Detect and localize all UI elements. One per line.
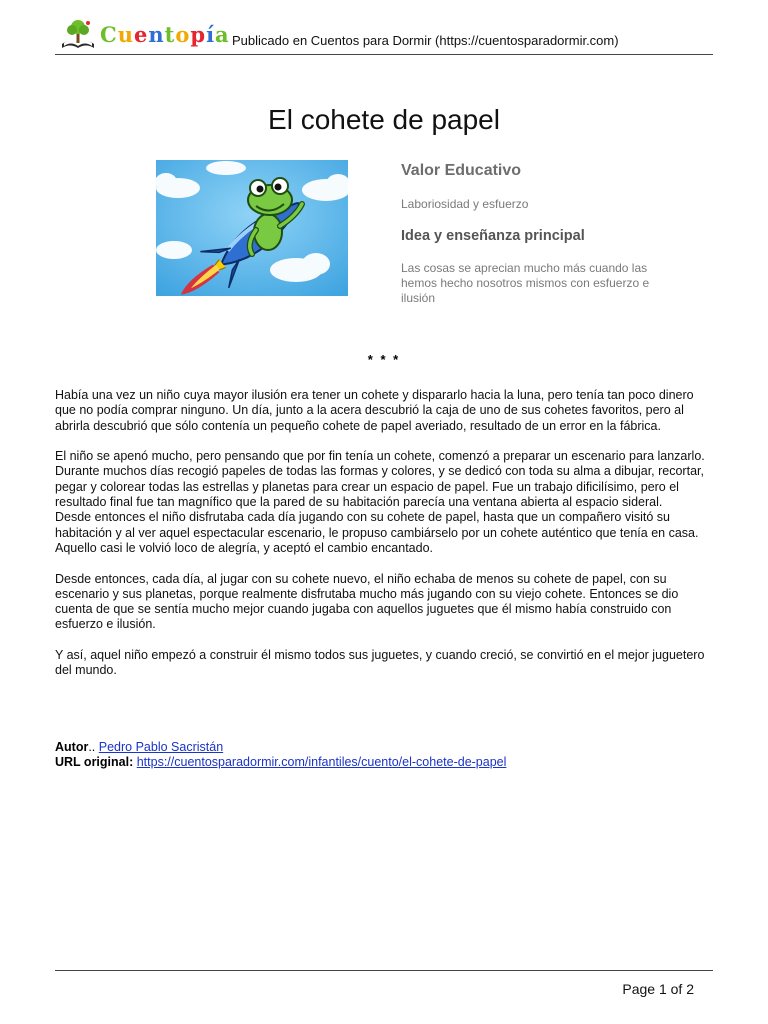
book-tree-icon (58, 18, 98, 52)
page-header (0, 0, 768, 56)
header-divider (55, 54, 713, 55)
valor-heading: Valor Educativo (401, 162, 522, 179)
original-url-link[interactable]: https://cuentosparadormir.com/infantiles/cuento/el-cohete-de-papel (136, 755, 507, 769)
page-title: El cohete de papel (268, 104, 500, 135)
logo-wordmark: Cuentopía (100, 22, 230, 47)
story-paragraph: Y así, aquel niño empezó a construir él mismo todos sus juguetes, y cuando creció, se convirtió en el mejor juguetero del mundo. (55, 648, 705, 678)
author-line (55, 740, 506, 755)
author-separator: .. (88, 740, 96, 754)
url-line (55, 755, 506, 770)
idea-heading: Idea y enseñanza principal (401, 228, 585, 244)
idea-text: Las cosas se aprecian mucho más cuando las hemos hecho nosotros mismos con esfuerzo e ilusión (401, 261, 650, 305)
story-paragraph: Desde entonces, cada día, al jugar con su cohete nuevo, el niño echaba de menos su cohete de papel, con su escenario y sus planetas, porque realmente disfrutaba mucho más jugando con su viejo cohete. Entonces se dio cuenta de que se sentía mucho mejor cuando jugaba con aquellos juguetes que él mismo había construido con esfuerzo e ilusión. (55, 571, 679, 632)
footer-divider (55, 970, 713, 971)
author-link[interactable]: Pedro Pablo Sacristán (98, 740, 224, 754)
valor-text: Laboriosidad y esfuerzo (401, 197, 529, 211)
published-source: Publicado en Cuentos para Dormir (https://cuentosparadormir.com) (232, 33, 619, 48)
page-number: Page 1 of 2 (622, 981, 694, 997)
section-separator: * * * (367, 352, 401, 367)
story-illustration (156, 160, 348, 296)
story-credits (55, 740, 506, 770)
url-label: URL original: (55, 755, 134, 769)
story-body (55, 388, 715, 694)
story-paragraph: Desde entonces el niño disfrutaba cada día jugando con su cohete de papel, hasta que un compañero visitó su habitación y al ver aquel espectacular escenario, le propuso cambiárselo por un cohete auténtico que tenía en casa. Aquello casi le volvió loco de alegría, y aceptó el cambio encantado. (55, 510, 699, 555)
cuentopia-logo[interactable] (58, 18, 230, 52)
story-paragraph: El niño se apenó mucho, pero pensando que por fin tenía un cohete, comenzó a preparar un escenario para lanzarlo. Durante muchos días recogió papeles de todas las formas y colores, y se dedicó con toda su alma a dibujar, recortar, pegar y colorear todas las estrellas y planetas para crear un espacio de papel. Fue un trabajo dificilísimo, pero el resultado final fue tan magnífico que la pared de su habitación parecía una ventana abierta al espacio sideral. (55, 449, 705, 510)
story-paragraph: Había una vez un niño cuya mayor ilusión era tener un cohete y dispararlo hacia la luna, pero tenía tan poco dinero que no podía comprar ninguno. Un día, junto a la acera descubrió la caja de uno de sus cohetes favoritos, pero al abrirla descubrió que sólo contenía un pequeño cohete de papel averiado, resultado de un error en la fábrica. (55, 388, 694, 433)
author-label: Autor (55, 740, 89, 754)
